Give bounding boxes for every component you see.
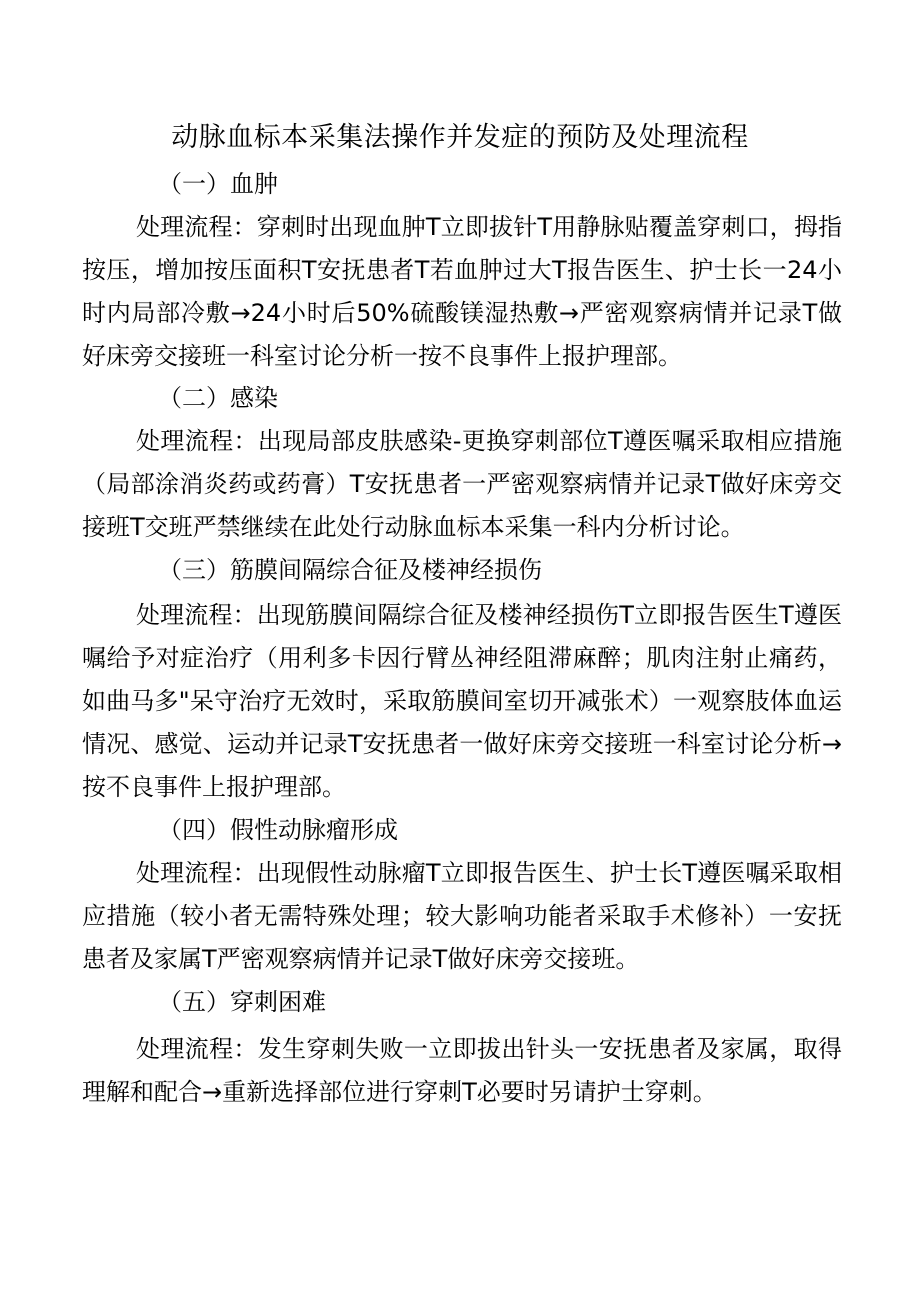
document-title: 动脉血标本采集法操作并发症的预防及处理流程 bbox=[171, 122, 749, 153]
section-body-infection: 处理流程：出现局部皮肤感染-更换穿刺部位T遵医嘱采取相应措施（局部涂消炎药或药膏）T安抚患者一严密观察病情并记录T做好床旁交接班T交班严禁继续在此处行动脉血标本采集一科内分析讨论。 bbox=[82, 427, 842, 541]
section-heading-pseudoaneurysm: （四）假性动脉瘤形成 bbox=[158, 816, 398, 844]
section-body-puncture-difficulty: 处理流程：发生穿刺失败一立即拔出针头一安抚患者及家属，取得理解和配合→重新选择部位进行穿刺T必要时另请护士穿刺。 bbox=[82, 1035, 842, 1106]
section-heading-hematoma: （一）血肿 bbox=[158, 170, 278, 198]
section-heading-infection: （二）感染 bbox=[158, 384, 278, 412]
section-body-compartment-syndrome: 处理流程：出现筋膜间隔综合征及楼神经损伤T立即报告医生T遵医嘱给予对症治疗（用利多卡因行臂丛神经阻滞麻醉；肌肉注射止痛药，如曲马多"呆守治疗无效时，采取筋膜间室切开减张术）一观察肢体血运情况、感觉、运动并记录T安抚患者一做好床旁交接班一科室讨论分析→按不良事件上报护理部。 bbox=[82, 601, 842, 801]
section-body-hematoma: 处理流程：穿刺时出现血肿T立即拔针T用静脉贴覆盖穿刺口，拇指按压，增加按压面积T安抚患者T若血肿过大T报告医生、护士长一24小时内局部冷敷→24小时后50%硫酸镁湿热敷→严密观察病情并记录T做好床旁交接班一科室讨论分析一按不良事件上报护理部。 bbox=[82, 213, 842, 370]
section-heading-compartment-syndrome: （三）筋膜间隔综合征及楼神经损伤 bbox=[158, 556, 542, 584]
section-heading-puncture-difficulty: （五）穿刺困难 bbox=[158, 988, 326, 1016]
section-body-pseudoaneurysm: 处理流程：出现假性动脉瘤T立即报告医生、护士长T遵医嘱采取相应措施（较小者无需特殊处理；较大影响功能者采取手术修补）一安抚患者及家属T严密观察病情并记录T做好床旁交接班。 bbox=[82, 859, 842, 973]
